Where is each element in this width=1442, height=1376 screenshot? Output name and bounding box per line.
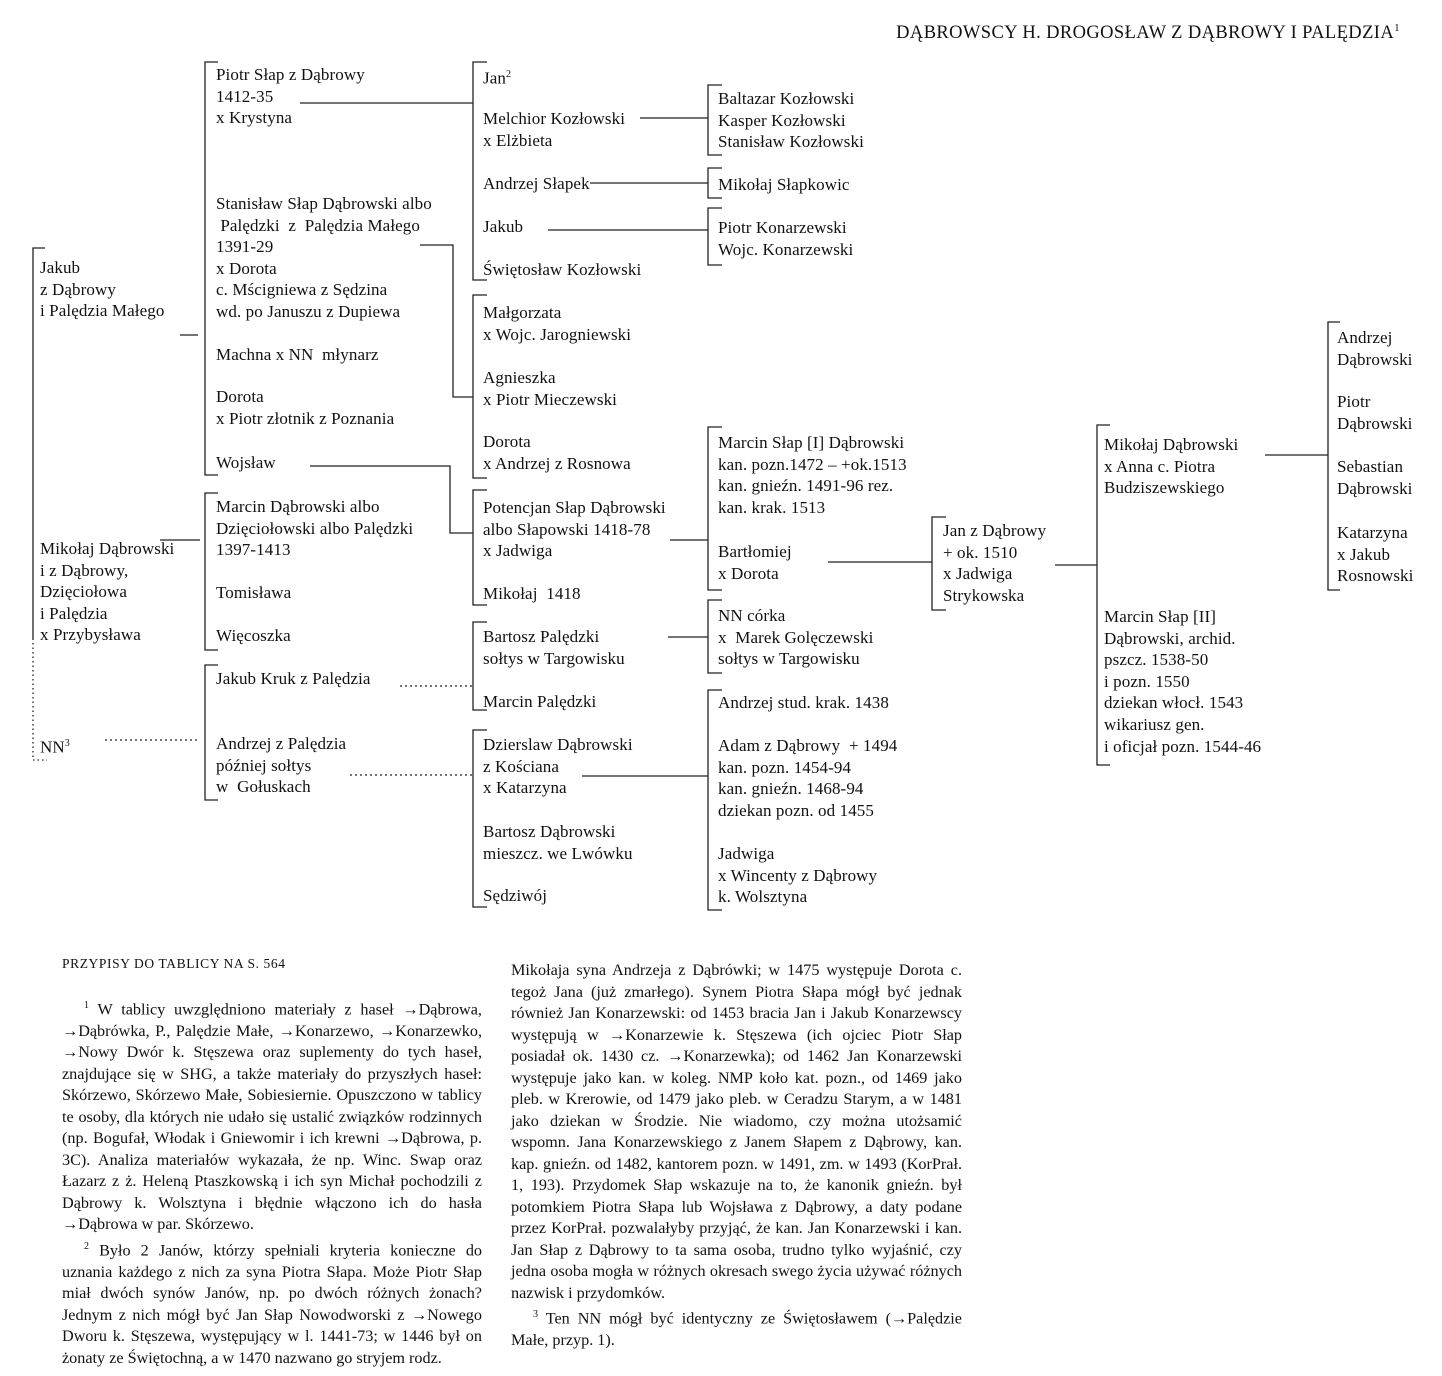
page-title: DĄBROWSCY H. DROGOSŁAW Z DĄBROWY I PALĘDZIA$^1$ [896, 22, 1400, 44]
footnotes-column-right [511, 960, 962, 1351]
footnote-mark-3: 3 [64, 738, 70, 749]
person-marcin-slap-1: Marcin Słap [I] Dąbrowski kan. pozn.1472 – +ok.1513 kan. gnieźn. 1491-96 rez. kan. krak. 1513 [718, 433, 907, 517]
person-jakub-z-dabrowy: Jakub z Dąbrowy i Palędzia Małego [40, 258, 165, 321]
footnote-3: $^3$ Ten NN mógł być identyczny ze Świętosławem (→Palędzie Małe, przyp. 1). [511, 1309, 962, 1349]
title-footnote-mark: 1 [1394, 22, 1400, 34]
person-dorota-zlotnik: Dorota x Piotr złotnik z Poznania [216, 387, 395, 428]
footnotes-column-left [62, 995, 482, 1369]
person-sedziwoj: Sędziwój [483, 886, 548, 905]
person-dorota-rosnowa: Dorota x Andrzej z Rosnowa [483, 432, 631, 473]
footnote-1: $^1$ W tablicy uwzględniono materiały z haseł →Dąbrowa, →Dąbrówka, P., Palędzie Małe, →Konarzewo, →Konarzewko, →Nowy Dwór k. Stęszewa oraz suplementy do tych haseł, znajdujące się w SHG, a także materiały do przyszłych haseł: Skórzewo, Skórzewo Małe, Sobiesiernie. Opuszczono w tablicy te osoby, dla których nie udało się ustalić związków rodzinnych (np. Bogufał, Włodak i Gniewomir i ich krewni →Dąbrowa, p. 3C). Analiza materiałów wykazała, że np. Winc. Swap oraz Łazarz z ż. Heleną Ptaszkowską i ich syn Michał pochodzili z Dąbrowy k. Wolsztyna i błędnie włączono ich do hasła →Dąbrowa w par. Skórzewo. [62, 1000, 482, 1234]
footnote-mark-2: 2 [505, 69, 512, 80]
person-wiecoszka: Więcoszka [216, 626, 291, 645]
person-agnieszka: Agnieszka x Piotr Mieczewski [483, 368, 617, 409]
person-kozlowscy: Baltazar Kozłowski Kasper Kozłowski Stanisław Kozłowski [718, 89, 864, 152]
person-tomislawa: Tomisława [216, 583, 292, 602]
person-jan-z-dabrowy: Jan z Dąbrowy + ok. 1510 x Jadwiga Strykowska [943, 521, 1047, 605]
person-dzierslaw-dabrowski: Dzierslaw Dąbrowski z Kościana x Katarzyna [483, 735, 633, 798]
person-piotr-dabrowski: Piotr Dąbrowski [1337, 392, 1413, 433]
person-jadwiga: Jadwiga x Wincenty z Dąbrowy k. Wolsztyna [718, 844, 878, 907]
person-jan: Jan$^2$ [483, 68, 512, 88]
person-marcin-paledzki: Marcin Palędzki [483, 692, 597, 711]
person-konarzewscy: Piotr Konarzewski Wojc. Konarzewski [718, 218, 854, 259]
person-mikolaj-dabrowski: Mikołaj Dąbrowski i z Dąbrowy, Dzięciołowa i Palędzia x Przybysława [40, 539, 175, 645]
person-potencjan-slap: Potencjan Słap Dąbrowski albo Słapowski 1418-78 x Jadwiga [483, 498, 666, 561]
person-nn-corka: NN córka x Marek Golęczewski sołtys w Targowisku [718, 606, 874, 669]
person-swietoslaw-kozlowski: Świętosław Kozłowski [483, 260, 642, 279]
person-sebastian-dabrowski: Sebastian Dąbrowski [1337, 457, 1413, 498]
footnotes-heading: PRZYPISY DO TABLICY NA S. 564 [62, 956, 286, 971]
person-mikolaj-dabrowski-gen6: Mikołaj Dąbrowski x Anna c. Piotra Budziszewskiego [1104, 435, 1239, 498]
footnote-2-continued: Mikołaja syna Andrzeja z Dąbrówki; w 1475 występuje Dorota c. tegoż Jana (już zmarłego). Synem Piotra Słapa mógł być jednak również Jan Konarzewski: od 1453 bracia Jan i Jakub Konarzewscy występują w →Konarzewie k. Stęszewa (ich ojciec Piotr Słap posiadał ok. 1430 cz. →Konarzewka); od 1462 Jan Konarzewski występuje jako kan. w koleg. NMP koło kat. pozn., od 1469 jako pleb. w Krerowie, od 1479 jako pleb. w Ceradzu Starym, a w 1481 jako dziekan w Środzie. Nie wiadomo, czy można utożsamić wspomn. Jana Konarzewskiego z Janem Słapem z Dąbrowy, kan. kap. gnieźn. od 1482, kantorem pozn. w 1491, zm. w 1493 (KorPrał. 1, 193). Przydomek Słap wskazuje na to, że kanonik gnieźn. był potomkiem Piotra Słapa lub Wojsława z Dąbrowy, a daty podane przez KorPrał. pozwalałyby przyjąć, że kan. Jan Konarzewski i kan. Jan Słap z Dąbrowy to ta sama osoba, trudno tylko wyjaśnić, czy jedna osoba mogła w różnych okresach swego życia używać różnych nazwisk i przydomków. [511, 961, 962, 1302]
person-marcin-slap-2: Marcin Słap [II] Dąbrowski, archid. pszcz. 1538-50 i pozn. 1550 dziekan włocł. 1543 wikariusz gen. i oficjał pozn. 1544-46 [1104, 607, 1262, 756]
person-bartlomiej: Bartłomiej x Dorota [718, 542, 792, 583]
person-andrzej-stud: Andrzej stud. krak. 1438 [718, 693, 889, 712]
person-bartosz-dabrowski: Bartosz Dąbrowski mieszcz. we Lwówku [483, 822, 633, 863]
person-nn: $NN^3$ [40, 737, 70, 757]
person-marcin-dabrowski: Marcin Dąbrowski albo Dzięciołowski albo Palędzki 1397-1413 [216, 497, 414, 560]
person-katarzyna: Katarzyna x Jakub Rosnowski [1337, 523, 1414, 586]
person-andrzej-slapek: Andrzej Słapek [483, 174, 590, 193]
person-jakub-kruk: Jakub Kruk z Palędzia [216, 669, 371, 688]
footnote-2: $^2$ Było 2 Janów, którzy spełniali kryteria konieczne do uznania każdego z nich za syna Piotra Słapa. Może Piotr Słap miał dwóch synów Janów, np. po dwóch różnych żonach? Jednym z nich mógł być Jan Słap Nowodworski z →Nowego Dworu k. Stęszewa, występujący w l. 1441-73; w 1446 był on żonaty ze Świętochną, a w 1470 nazwano go stryjem rodz. [62, 1240, 483, 1367]
person-melchior-kozlowski: Melchior Kozłowski x Elżbieta [483, 109, 626, 150]
person-adam-z-dabrowy: Adam z Dąbrowy + 1494 kan. pozn. 1454-94 kan. gnieźn. 1468-94 dziekan pozn. od 1455 [718, 736, 898, 820]
person-machna: Machna x NN młynarz [216, 345, 379, 364]
person-andrzej-z-paledzia: Andrzej z Palędzia później sołtys w Gołuskach [216, 734, 347, 797]
person-jakub-gen3: Jakub [483, 217, 524, 236]
person-bartosz-paledzki: Bartosz Palędzki sołtys w Targowisku [483, 627, 625, 668]
person-piotr-slap: Piotr Słap z Dąbrowy 1412-35 x Krystyna [216, 65, 365, 128]
person-malgorzata: Małgorzata x Wojc. Jarogniewski [483, 303, 632, 344]
person-mikolaj-slapkowic: Mikołaj Słapkowic [718, 175, 850, 194]
person-stanislaw-slap: Stanisław Słap Dąbrowski albo Palędzki z Palędzia Małego 1391-29 x Dorota c. Mścigniewa z Sędzina wd. po Januszu z Dupiewa [216, 194, 432, 321]
person-andrzej-dabrowski: Andrzej Dąbrowski [1337, 328, 1413, 369]
person-wojslaw: Wojsław [216, 453, 276, 472]
person-mikolaj-1418: Mikołaj 1418 [483, 584, 581, 603]
